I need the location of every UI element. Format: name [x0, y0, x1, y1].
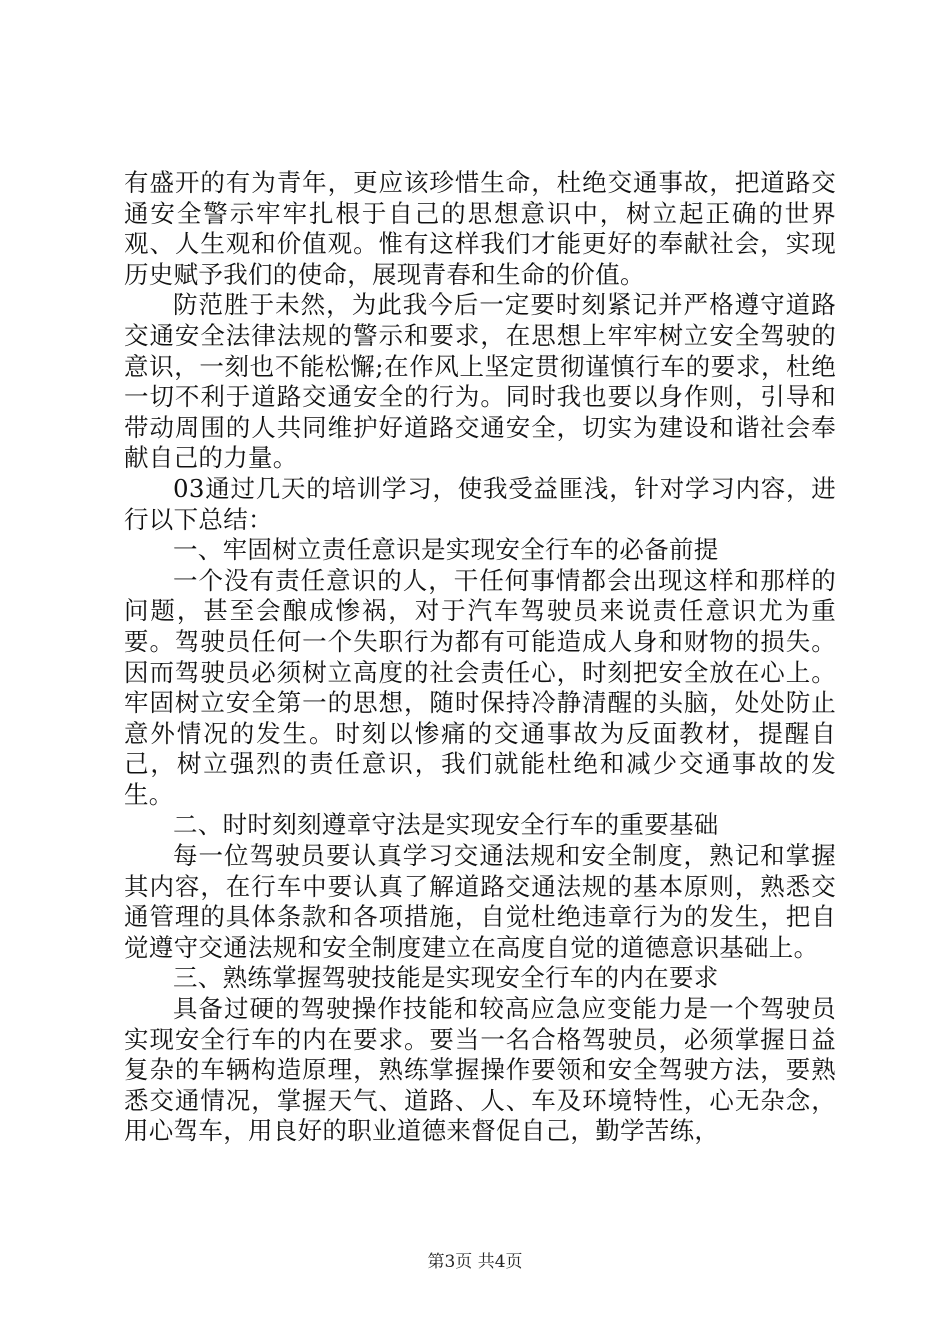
paragraph-1: 有盛开的有为青年，更应该珍惜生命，杜绝交通事故，把道路交通安全警示牢牢扎根于自己的思想意识中，树立起正确的世界观、人生观和价值观。惟有这样我们才能更好的奉献社会，实现历史赋予我们的使命，展现青春和生命的价值。 — [124, 168, 836, 289]
paragraph-6: 具备过硬的驾驶操作技能和较高应急应变能力是一个驾驶员实现安全行车的内在要求。要当一名合格驾驶员，必须掌握日益复杂的车辆构造原理，熟练掌握操作要领和安全驾驶方法，要熟悉交通情况，掌握天气、道路、人、车及环境特性，心无杂念，用心驾车，用良好的职业道德来督促自己，勤学苦练， — [124, 994, 836, 1146]
section-heading-2: 二、时时刻刻遵章守法是实现安全行车的重要基础 — [173, 810, 719, 840]
document-body — [124, 168, 836, 1147]
page-footer — [0, 1247, 950, 1272]
paragraph-2: 防范胜于未然，为此我今后一定要时刻紧记并严格遵守道路交通安全法律法规的警示和要求，在思想上牢牢树立安全驾驶的意识，一刻也不能松懈;在作风上坚定贯彻谨慎行车的要求，杜绝一切不利于道路交通安全的行为。同时我也要以身作则，引导和带动周围的人共同维护好道路交通安全，切实为建设和谐社会奉献自己的力量。 — [124, 290, 836, 473]
section-heading-1: 一、牢固树立责任意识是实现安全行车的必备前提 — [173, 535, 719, 565]
section-heading-3: 三、熟练掌握驾驶技能是实现安全行车的内在要求 — [173, 963, 719, 993]
paragraph-5: 每一位驾驶员要认真学习交通法规和安全制度，熟记和掌握其内容，在行车中要认真了解道路交通法规的基本原则，熟悉交通管理的具体条款和各项措施，自觉杜绝违章行为的发生，把自觉遵守交通法规和安全制度建立在高度自觉的道德意识基础上。 — [124, 841, 836, 962]
page-number-label: 第3页 共4页 — [427, 1252, 523, 1272]
paragraph-3: 03通过几天的培训学习，使我受益匪浅，针对学习内容，进行以下总结： — [124, 473, 836, 534]
paragraph-4: 一个没有责任意识的人，干任何事情都会出现这样和那样的问题，甚至会酿成惨祸，对于汽车驾驶员来说责任意识尤为重要。驾驶员任何一个失职行为都有可能造成人身和财物的损失。因而驾驶员必须树立高度的社会责任心，时刻把安全放在心上。牢固树立安全第一的思想，随时保持冷静清醒的头脑，处处防止意外情况的发生。时刻以惨痛的交通事故为反面教材，提醒自己，树立强烈的责任意识，我们就能杜绝和减少交通事故的发生。 — [124, 565, 836, 809]
